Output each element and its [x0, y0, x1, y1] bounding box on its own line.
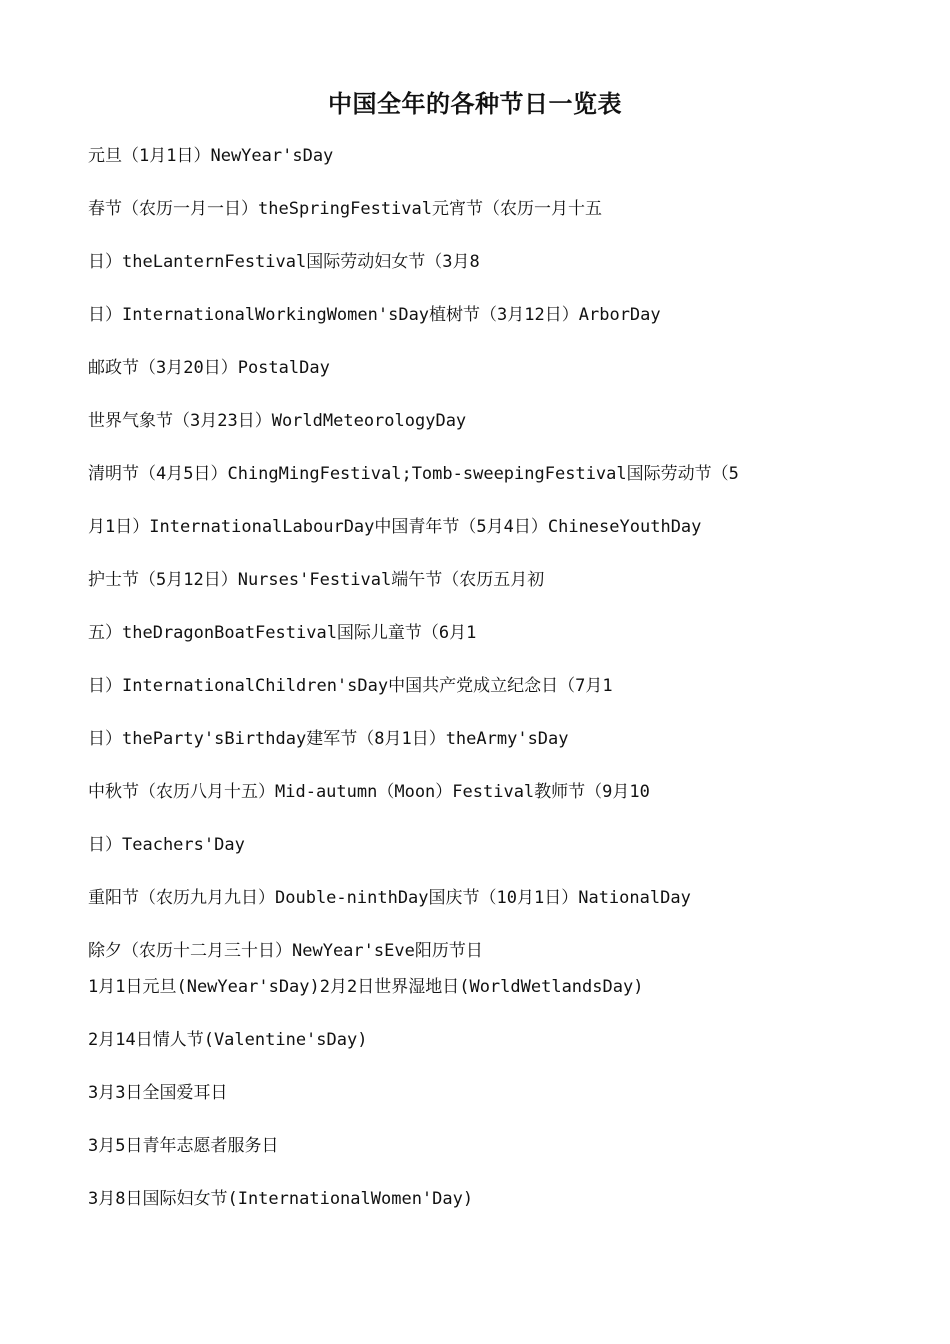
text-line: 元旦（1月1日）NewYear'sDay: [88, 146, 334, 166]
text-line: 重阳节（农历九月九日）Double-ninthDay国庆节（10月1日）NationalDay: [88, 888, 691, 908]
text-line: 2月14日情人节(Valentine'sDay): [88, 1030, 368, 1050]
text-line: 世界气象节（3月23日）WorldMeteorologyDay: [88, 411, 467, 431]
holiday-list: [88, 142, 878, 1213]
text-line: 日）theParty'sBirthday建军节（8月1日）theArmy'sDay: [88, 729, 569, 749]
text-line: 除夕（农历十二月三十日）NewYear'sEve阳历节日: [88, 941, 483, 961]
text-line: 五）theDragonBoatFestival国际儿童节（6月1: [88, 623, 477, 643]
text-line: 日）Teachers'Day: [88, 835, 245, 855]
text-line: 月1日）InternationalLabourDay中国青年节（5月4日）ChineseYouthDay: [88, 517, 702, 537]
page-title: 中国全年的各种节日一览表: [328, 90, 622, 118]
text-line: 护士节（5月12日）Nurses'Festival端午节（农历五月初: [88, 570, 545, 590]
text-line: 中秋节（农历八月十五）Mid-autumn（Moon）Festival教师节（9月10: [88, 782, 650, 802]
text-line: 3月3日全国爱耳日: [88, 1083, 228, 1103]
text-line: 邮政节（3月20日）PostalDay: [88, 358, 330, 378]
text-line: 3月8日国际妇女节(InternationalWomen'Day): [88, 1189, 474, 1209]
text-line: 日）theLanternFestival国际劳动妇女节（3月8: [88, 252, 480, 272]
text-line: 春节（农历一月一日）theSpringFestival元宵节（农历一月十五: [88, 199, 602, 219]
text-line: 日）InternationalChildren'sDay中国共产党成立纪念日（7月1: [88, 676, 613, 696]
text-line: 1月1日元旦(NewYear'sDay)2月2日世界湿地日(WorldWetlandsDay): [88, 977, 644, 997]
text-line: 清明节（4月5日）ChingMingFestival;Tomb-sweepingFestival国际劳动节（5: [88, 464, 739, 484]
text-line: 日）InternationalWorkingWomen'sDay植树节（3月12日）ArborDay: [88, 305, 661, 325]
text-line: 3月5日青年志愿者服务日: [88, 1136, 279, 1156]
